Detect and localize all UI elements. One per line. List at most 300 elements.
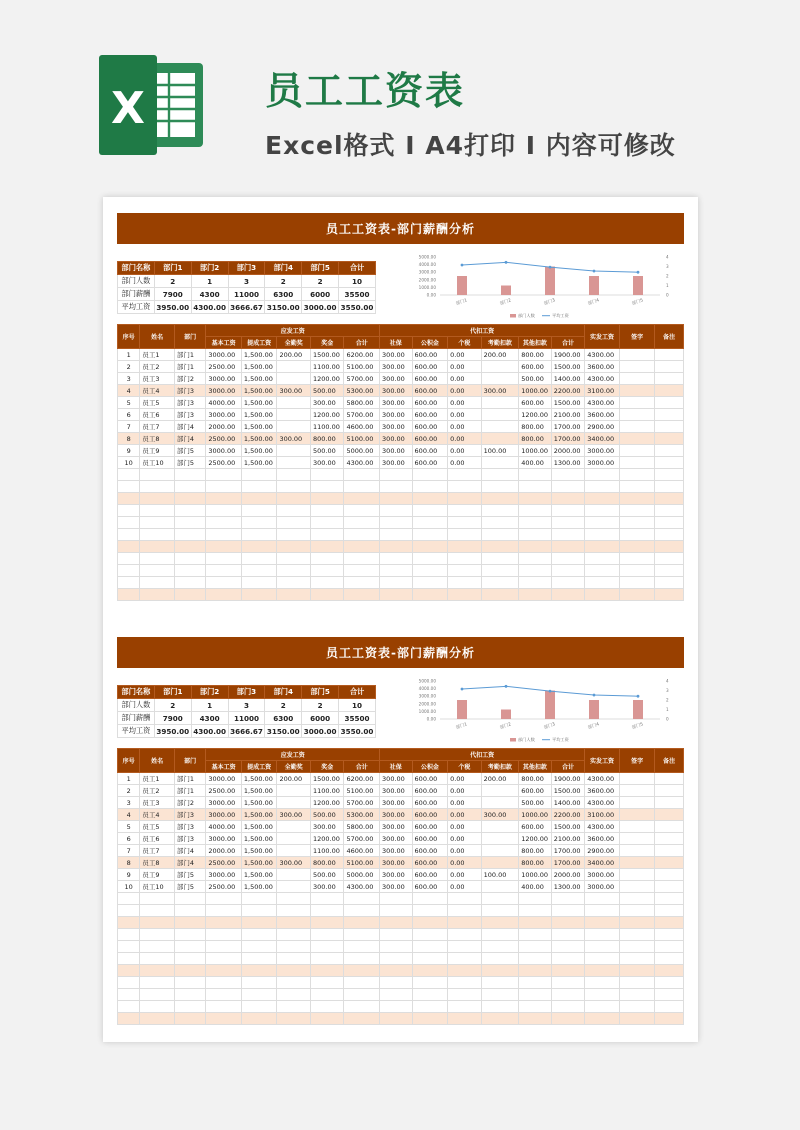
blank-cell [118, 1013, 140, 1025]
blank-cell [619, 469, 655, 481]
table-cell [481, 785, 519, 797]
table-cell: 3600.00 [585, 409, 620, 421]
table-cell: 部门5 [174, 881, 205, 893]
header-gross-group: 应发工资 [206, 325, 380, 337]
table-row [118, 785, 684, 797]
blank-cell [448, 553, 482, 565]
blank-row [118, 941, 684, 953]
table-cell: 500.00 [310, 869, 344, 881]
legend-label-bar: 部门人数 [518, 313, 535, 318]
blank-cell [310, 541, 344, 553]
table-cell: 2 [118, 785, 140, 797]
table-cell [655, 785, 684, 797]
summary-cell: 3 [228, 275, 265, 288]
table-cell: 500.00 [519, 797, 552, 809]
table-cell [277, 845, 311, 857]
blank-cell [619, 481, 655, 493]
blank-cell [174, 565, 205, 577]
blank-cell [655, 905, 684, 917]
summary-cell: 4300 [191, 712, 228, 725]
blank-row [118, 541, 684, 553]
blank-cell [412, 577, 448, 589]
table-cell: 6200.00 [344, 349, 380, 361]
blank-cell [241, 1013, 277, 1025]
blank-cell [412, 905, 448, 917]
blank-cell [310, 917, 344, 929]
table-cell: 300.00 [380, 785, 413, 797]
table-cell: 6 [118, 833, 140, 845]
table-cell: 600.00 [412, 421, 448, 433]
table-cell: 员工9 [140, 869, 175, 881]
blank-cell [241, 989, 277, 1001]
table-cell [655, 833, 684, 845]
table-cell: 300.00 [380, 349, 413, 361]
table-row [118, 457, 684, 469]
right-tick-label: 1 [666, 707, 669, 712]
blank-row [118, 905, 684, 917]
legend-swatch-bar [510, 738, 516, 742]
blank-cell [412, 953, 448, 965]
table-cell: 1,500.00 [241, 869, 277, 881]
blank-cell [140, 565, 175, 577]
salary-detail-table [117, 748, 684, 1025]
table-cell: 部门5 [174, 457, 205, 469]
table-cell [655, 809, 684, 821]
table-cell: 1900.00 [551, 349, 585, 361]
summary-header-cell: 部门名称 [118, 686, 155, 699]
blank-cell [380, 989, 413, 1001]
blank-cell [206, 893, 242, 905]
table-cell [619, 869, 655, 881]
blank-cell [551, 541, 585, 553]
table-cell [655, 361, 684, 373]
blank-cell [380, 1001, 413, 1013]
blank-cell [140, 989, 175, 1001]
table-cell: 3000.00 [206, 409, 242, 421]
table-cell: 600.00 [412, 881, 448, 893]
table-cell [277, 869, 311, 881]
table-cell: 600.00 [412, 857, 448, 869]
table-cell [619, 421, 655, 433]
table-row [118, 797, 684, 809]
blank-cell [619, 505, 655, 517]
table-cell: 0.00 [448, 869, 482, 881]
table-cell: 员工4 [140, 809, 175, 821]
table-cell [655, 349, 684, 361]
table-cell: 0.00 [448, 773, 482, 785]
page-title: 员工工资表 [265, 69, 466, 113]
table-cell: 0.00 [448, 797, 482, 809]
category-label: 部门2 [499, 298, 513, 307]
summary-header-cell: 部门5 [302, 262, 339, 275]
blank-cell [481, 977, 519, 989]
summary-row [118, 725, 376, 738]
table-row [118, 445, 684, 457]
blank-cell [206, 1013, 242, 1025]
table-cell: 600.00 [412, 409, 448, 421]
table-cell [619, 385, 655, 397]
table-cell: 400.00 [519, 457, 552, 469]
table-cell: 1100.00 [310, 845, 344, 857]
blank-cell [551, 577, 585, 589]
blank-cell [619, 517, 655, 529]
blank-cell [118, 565, 140, 577]
blank-cell [380, 517, 413, 529]
table-cell: 3000.00 [206, 349, 242, 361]
table-cell: 员工10 [140, 881, 175, 893]
table-cell: 800.00 [519, 857, 552, 869]
table-cell: 部门4 [174, 845, 205, 857]
blank-cell [206, 493, 242, 505]
table-cell: 300.00 [277, 433, 311, 445]
right-tick-label: 2 [666, 697, 669, 703]
blank-cell [448, 529, 482, 541]
table-cell: 600.00 [412, 361, 448, 373]
summary-row [118, 275, 376, 288]
blank-cell [206, 481, 242, 493]
blank-cell [585, 469, 620, 481]
blank-cell [585, 893, 620, 905]
table-cell: 1500.00 [310, 773, 344, 785]
blank-cell [551, 929, 585, 941]
blank-cell [448, 541, 482, 553]
table-cell: 300.00 [380, 857, 413, 869]
summary-cell: 3550.00 [339, 725, 376, 738]
table-cell: 3000.00 [206, 773, 242, 785]
blank-cell [277, 529, 311, 541]
header-gross-item: 奖金 [310, 761, 344, 773]
blank-cell [481, 505, 519, 517]
table-row [118, 809, 684, 821]
table-cell: 3000.00 [206, 809, 242, 821]
blank-cell [140, 529, 175, 541]
blank-cell [206, 589, 242, 601]
blank-cell [481, 589, 519, 601]
table-cell: 1,500.00 [241, 845, 277, 857]
table-cell: 1,500.00 [241, 433, 277, 445]
table-cell: 部门3 [174, 385, 205, 397]
table-cell: 0.00 [448, 785, 482, 797]
blank-cell [118, 469, 140, 481]
table-cell: 600.00 [412, 809, 448, 821]
table-cell: 300.00 [380, 797, 413, 809]
table-cell: 3000.00 [585, 869, 620, 881]
table-cell: 5000.00 [344, 869, 380, 881]
blank-cell [655, 529, 684, 541]
table-cell: 600.00 [412, 397, 448, 409]
blank-cell [344, 965, 380, 977]
table-cell: 100.00 [481, 869, 519, 881]
summary-header-cell: 合计 [339, 686, 376, 699]
table-cell: 200.00 [277, 349, 311, 361]
blank-row [118, 481, 684, 493]
blank-cell [277, 953, 311, 965]
table-cell: 员工8 [140, 857, 175, 869]
summary-cell: 4300 [191, 288, 228, 301]
blank-cell [655, 493, 684, 505]
blank-cell [585, 529, 620, 541]
header-deduct-item: 合计 [551, 761, 585, 773]
table-cell [619, 821, 655, 833]
table-cell: 员工3 [140, 797, 175, 809]
table-cell: 3 [118, 797, 140, 809]
table-cell: 1500.00 [551, 397, 585, 409]
blank-cell [241, 965, 277, 977]
left-tick-label: 2000.00 [418, 701, 436, 707]
blank-row [118, 965, 684, 977]
blank-cell [448, 893, 482, 905]
table-cell: 5100.00 [344, 785, 380, 797]
blank-cell [118, 553, 140, 565]
table-cell: 1300.00 [551, 457, 585, 469]
table-cell: 2100.00 [551, 833, 585, 845]
blank-cell [519, 481, 552, 493]
header-index: 序号 [118, 749, 140, 773]
table-cell [619, 361, 655, 373]
table-cell: 5000.00 [344, 445, 380, 457]
blank-cell [619, 989, 655, 1001]
blank-cell [380, 589, 413, 601]
summary-header-cell: 部门2 [191, 686, 228, 699]
blank-cell [344, 493, 380, 505]
table-cell: 员工10 [140, 457, 175, 469]
table-cell: 部门1 [174, 785, 205, 797]
header-deduct-item: 个税 [448, 337, 482, 349]
table-cell: 3000.00 [206, 445, 242, 457]
left-tick-label: 5000.00 [418, 678, 436, 684]
summary-cell: 3950.00 [154, 725, 191, 738]
table-cell: 3 [118, 373, 140, 385]
blank-cell [519, 941, 552, 953]
header-deduct-item: 考勤扣款 [481, 337, 519, 349]
blank-cell [310, 481, 344, 493]
table-cell: 300.00 [380, 433, 413, 445]
blank-cell [206, 953, 242, 965]
blank-row [118, 929, 684, 941]
table-cell: 1,500.00 [241, 421, 277, 433]
table-cell: 1500.00 [310, 349, 344, 361]
blank-cell [118, 929, 140, 941]
blank-cell [655, 1013, 684, 1025]
blank-cell [140, 977, 175, 989]
blank-cell [585, 989, 620, 1001]
summary-cell: 平均工资 [118, 725, 155, 738]
blank-cell [519, 505, 552, 517]
blank-cell [241, 529, 277, 541]
summary-cell: 部门人数 [118, 275, 155, 288]
blank-cell [241, 929, 277, 941]
table-cell: 员工5 [140, 397, 175, 409]
table-cell: 600.00 [412, 773, 448, 785]
blank-cell [551, 589, 585, 601]
table-cell [481, 421, 519, 433]
table-cell: 2500.00 [206, 857, 242, 869]
table-cell [655, 881, 684, 893]
blank-cell [619, 1001, 655, 1013]
header-deduct-group: 代扣工资 [380, 325, 585, 337]
blank-cell [519, 905, 552, 917]
table-cell: 600.00 [412, 845, 448, 857]
table-cell: 员工5 [140, 821, 175, 833]
table-cell [655, 457, 684, 469]
header-gross-item: 奖金 [310, 337, 344, 349]
blank-cell [412, 565, 448, 577]
blank-cell [206, 565, 242, 577]
blank-cell [344, 529, 380, 541]
blank-cell [585, 1001, 620, 1013]
table-cell: 2900.00 [585, 421, 620, 433]
blank-cell [206, 1001, 242, 1013]
summary-cell: 35500 [339, 288, 376, 301]
blank-cell [412, 529, 448, 541]
table-cell: 4 [118, 809, 140, 821]
table-cell: 1,500.00 [241, 857, 277, 869]
blank-cell [481, 565, 519, 577]
blank-cell [619, 953, 655, 965]
table-cell: 1,500.00 [241, 809, 277, 821]
blank-cell [519, 917, 552, 929]
table-cell: 3400.00 [585, 857, 620, 869]
blank-cell [241, 905, 277, 917]
header-net: 实发工资 [585, 325, 620, 349]
blank-cell [412, 893, 448, 905]
table-cell: 3000.00 [206, 833, 242, 845]
table-cell: 3000.00 [206, 797, 242, 809]
header-gross-item: 提成工资 [241, 761, 277, 773]
blank-cell [585, 505, 620, 517]
blank-cell [380, 493, 413, 505]
table-cell: 600.00 [519, 785, 552, 797]
table-cell: 部门3 [174, 821, 205, 833]
summary-cell: 1 [191, 275, 228, 288]
table-cell: 1,500.00 [241, 821, 277, 833]
table-cell: 2900.00 [585, 845, 620, 857]
table-cell: 1000.00 [519, 385, 552, 397]
table-cell [619, 857, 655, 869]
table-cell: 2 [118, 361, 140, 373]
blank-cell [310, 989, 344, 1001]
table-cell [619, 409, 655, 421]
department-chart [402, 675, 684, 747]
table-cell [655, 797, 684, 809]
table-cell: 员工1 [140, 773, 175, 785]
header-sign: 签字 [619, 749, 655, 773]
left-tick-label: 5000.00 [418, 254, 436, 260]
blank-cell [412, 481, 448, 493]
header-name: 姓名 [140, 325, 175, 349]
point-average-salary [593, 270, 596, 273]
table-cell: 0.00 [448, 821, 482, 833]
summary-cell: 4300.00 [191, 301, 228, 314]
blank-cell [448, 469, 482, 481]
blank-cell [585, 917, 620, 929]
table-cell: 1700.00 [551, 433, 585, 445]
table-cell: 300.00 [380, 881, 413, 893]
blank-cell [481, 941, 519, 953]
blank-cell [519, 589, 552, 601]
table-cell: 300.00 [310, 457, 344, 469]
blank-cell [448, 905, 482, 917]
bar-department-headcount [589, 276, 599, 295]
table-cell: 300.00 [380, 809, 413, 821]
department-summary-table [117, 685, 376, 738]
table-cell: 500.00 [310, 809, 344, 821]
legend-swatch-bar [510, 314, 516, 318]
table-cell: 2000.00 [206, 845, 242, 857]
blank-cell [344, 893, 380, 905]
header-deduct-item: 其他扣款 [519, 337, 552, 349]
blank-row [118, 917, 684, 929]
blank-cell [412, 517, 448, 529]
summary-cell: 10 [339, 699, 376, 712]
table-cell: 部门1 [174, 773, 205, 785]
blank-cell [206, 941, 242, 953]
blank-cell [585, 553, 620, 565]
blank-cell [519, 1013, 552, 1025]
blank-row [118, 469, 684, 481]
table-cell [481, 433, 519, 445]
blank-cell [174, 917, 205, 929]
blank-cell [206, 517, 242, 529]
table-row [118, 409, 684, 421]
blank-cell [140, 577, 175, 589]
blank-cell [310, 941, 344, 953]
bar-department-headcount [457, 700, 467, 719]
left-tick-label: 0.00 [426, 716, 436, 722]
blank-cell [310, 965, 344, 977]
table-cell: 3600.00 [585, 785, 620, 797]
blank-cell [551, 1013, 585, 1025]
table-cell: 5 [118, 821, 140, 833]
table-cell: 600.00 [412, 349, 448, 361]
blank-cell [206, 905, 242, 917]
blank-cell [380, 917, 413, 929]
table-cell: 1400.00 [551, 373, 585, 385]
summary-cell: 6000 [302, 712, 339, 725]
table-row [118, 857, 684, 869]
blank-cell [344, 917, 380, 929]
blank-cell [277, 929, 311, 941]
blank-cell [206, 541, 242, 553]
table-cell: 9 [118, 445, 140, 457]
blank-cell [140, 517, 175, 529]
header-index: 序号 [118, 325, 140, 349]
blank-cell [174, 941, 205, 953]
blank-cell [380, 505, 413, 517]
blank-cell [412, 989, 448, 1001]
blank-cell [118, 965, 140, 977]
point-average-salary [549, 690, 552, 693]
table-cell: 3000.00 [585, 881, 620, 893]
blank-cell [344, 469, 380, 481]
blank-cell [481, 929, 519, 941]
blank-cell [344, 977, 380, 989]
blank-cell [619, 941, 655, 953]
blank-cell [619, 589, 655, 601]
blank-cell [140, 929, 175, 941]
blank-cell [140, 505, 175, 517]
blank-cell [519, 989, 552, 1001]
blank-cell [585, 929, 620, 941]
table-cell: 4300.00 [585, 349, 620, 361]
table-cell: 400.00 [519, 881, 552, 893]
blank-cell [241, 469, 277, 481]
blank-cell [585, 517, 620, 529]
blank-cell [310, 893, 344, 905]
blank-cell [655, 1001, 684, 1013]
blank-cell [655, 553, 684, 565]
table-row [118, 373, 684, 385]
